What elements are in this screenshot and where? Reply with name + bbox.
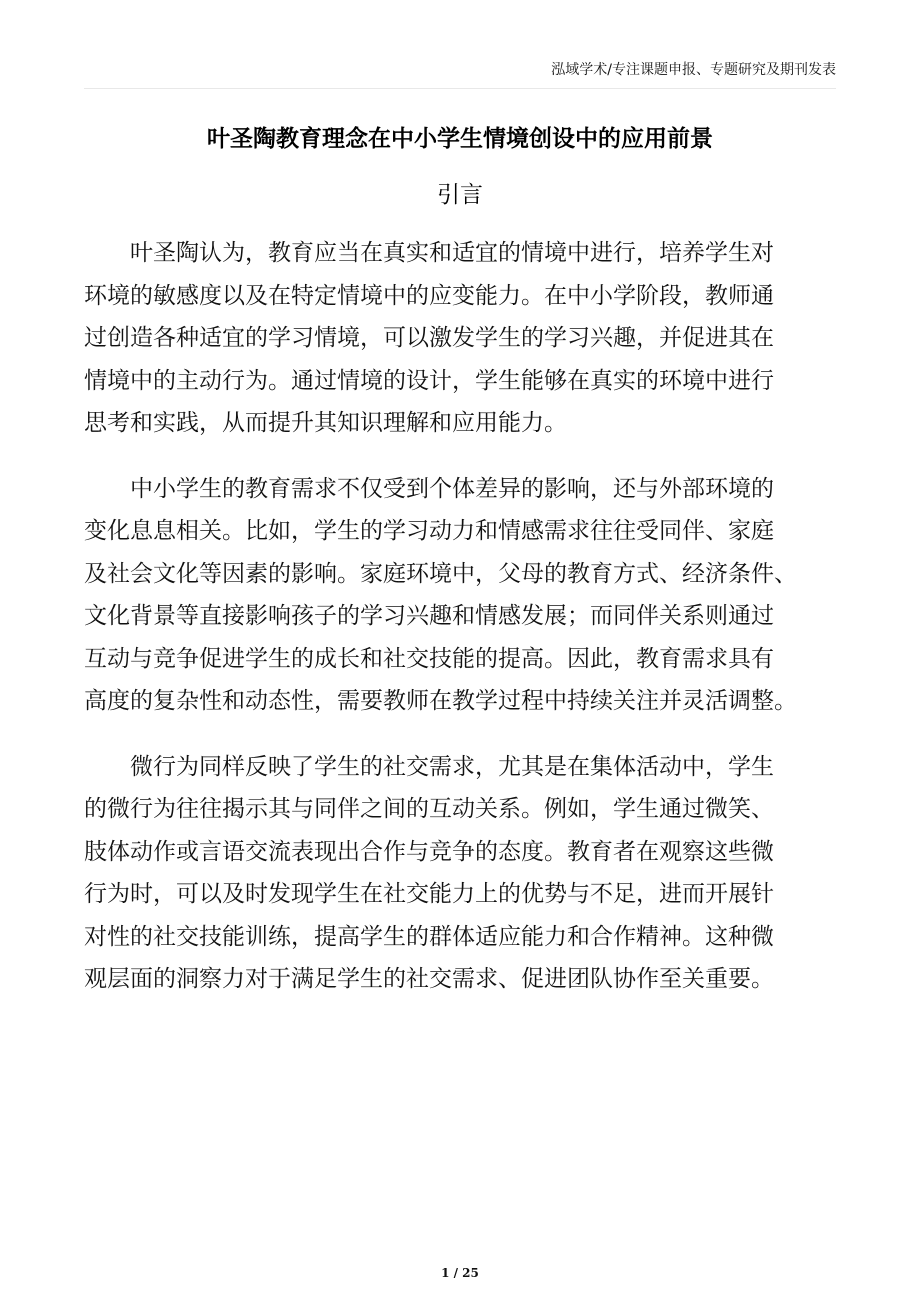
page-number: 1 / 25 <box>441 1266 479 1280</box>
paragraph-line: 高度的复杂性和动态性，需要教师在教学过程中持续关注并灵活调整。 <box>84 688 797 714</box>
paragraph-line: 中小学生的教育需求不仅受到个体差异的影响，还与外部环境的 <box>130 475 774 502</box>
paragraph-line: 情境中的主动行为。通过情境的设计，学生能够在真实的环境中进行 <box>84 367 774 394</box>
paragraph-line: 叶圣陶认为，教育应当在真实和适宜的情境中进行，培养学生对 <box>130 240 774 266</box>
page-header: 泓域学术/专注课题申报、专题研究及期刊发表 <box>551 62 836 78</box>
paragraph-line: 观层面的洞察力对于满足学生的社交需求、促进团队协作至关重要。 <box>84 966 774 992</box>
section-heading: 引言 <box>437 182 483 208</box>
paragraph-line: 环境的敏感度以及在特定情境中的应变能力。在中小学阶段，教师通 <box>84 282 774 309</box>
paragraph-line: 的微行为往往揭示其与同伴之间的互动关系。例如，学生通过微笑、 <box>84 796 774 822</box>
paragraph-line: 文化背景等直接影响孩子的学习兴趣和情感发展；而同伴关系则通过 <box>84 603 774 629</box>
paragraph-line: 对性的社交技能训练，提高学生的群体适应能力和合作精神。这种微 <box>84 923 774 950</box>
paragraph-line: 思考和实践，从而提升其知识理解和应用能力。 <box>84 410 567 436</box>
paragraph-line: 过创造各种适宜的学习情境，可以激发学生的学习兴趣，并促进其在 <box>84 325 774 351</box>
document-title: 叶圣陶教育理念在中小学生情境创设中的应用前景 <box>207 126 713 152</box>
paragraph-line: 微行为同样反映了学生的社交需求，尤其是在集体活动中，学生 <box>130 753 774 780</box>
paragraph-line: 互动与竞争促进学生的成长和社交技能的提高。因此，教育需求具有 <box>84 645 774 672</box>
document-body <box>84 232 844 1024</box>
paragraph <box>84 746 844 1001</box>
paragraph-line: 行为时，可以及时发现学生在社交能力上的优势与不足，进而开展针 <box>84 881 774 907</box>
header-divider <box>84 88 836 89</box>
paragraph-line: 及社会文化等因素的影响。家庭环境中，父母的教育方式、经济条件、 <box>84 560 797 587</box>
paragraph <box>84 232 844 445</box>
paragraph <box>84 468 844 723</box>
paragraph-line: 变化息息相关。比如，学生的学习动力和情感需求往往受同伴、家庭 <box>84 518 774 544</box>
paragraph-line: 肢体动作或言语交流表现出合作与竞争的态度。教育者在观察这些微 <box>84 838 774 865</box>
